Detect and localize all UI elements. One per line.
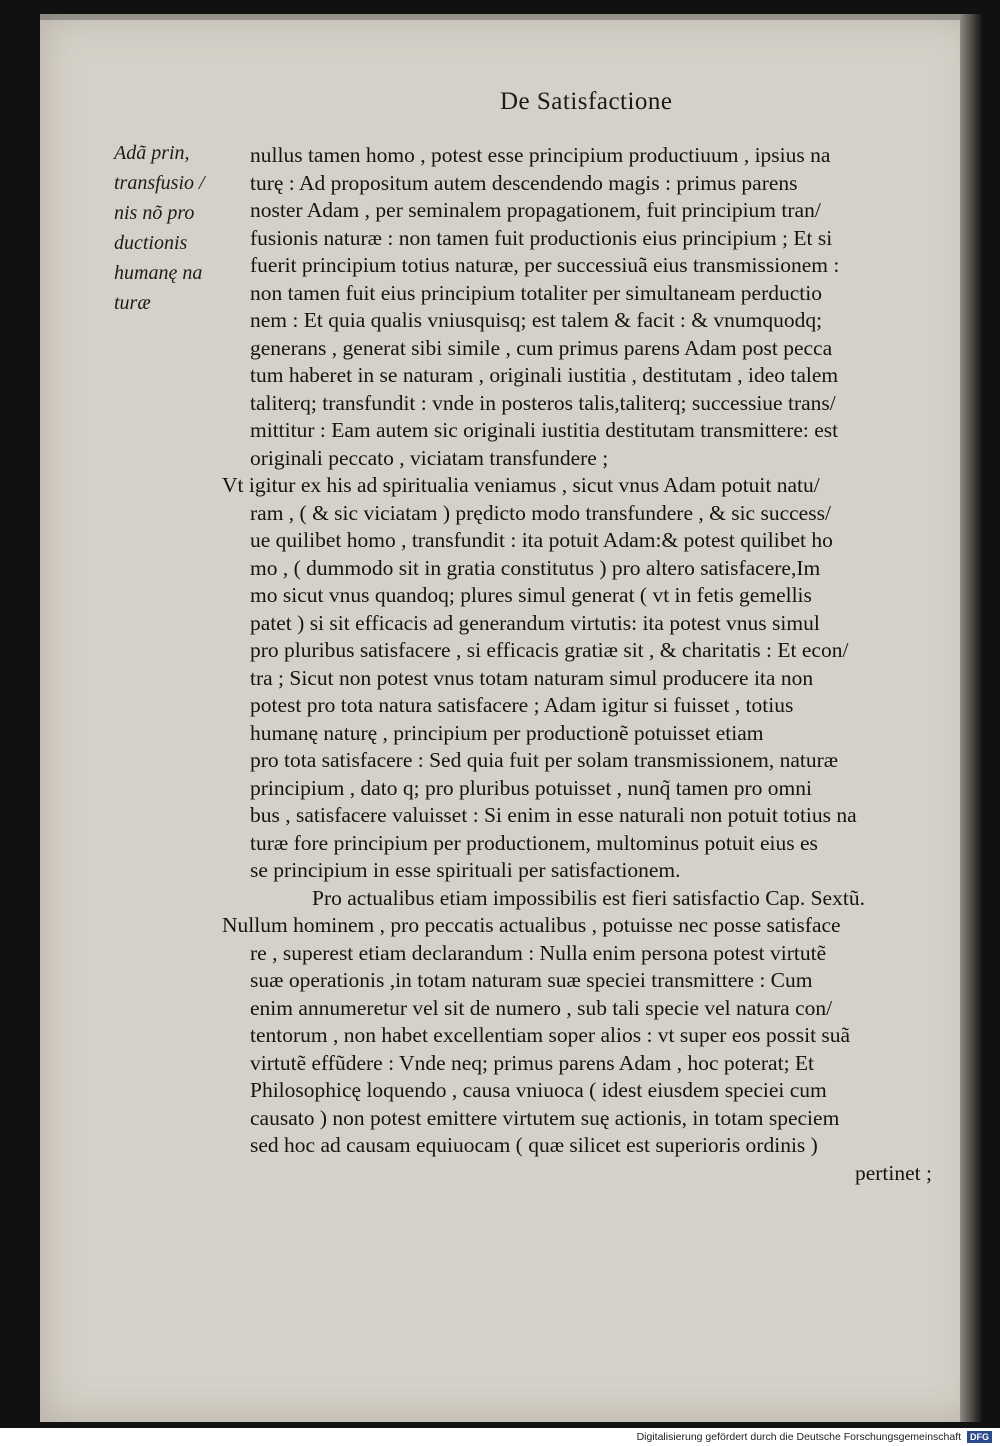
text-line: generans , generat sibi simile , cum primus parens Adam post pecca (250, 335, 833, 360)
text-line: se principium in esse spirituali per satisfactionem. (250, 858, 681, 882)
text-line: suæ operationis ,in totam naturam suæ speciei transmittere : Cum (250, 968, 813, 992)
text-line: non tamen fuit eius principium totaliter per simultaneam perductio (250, 280, 822, 305)
text-line: ue quilibet homo , transfundit : ita potuit Adam:& potest quilibet ho (250, 528, 833, 552)
text-line: originali peccato , viciatam transfundere ; (250, 445, 609, 470)
text-line: turę : Ad propositum autem descendendo magis : primus parens (250, 170, 798, 195)
text-line: virtutẽ effũdere : Vnde neq; primus parens Adam , hoc poterat; Et (250, 1050, 815, 1075)
text-line: mo sicut vnus quandoq; plures simul generat ( vt in fetis gemellis (250, 583, 812, 607)
margin-note-line: turæ (114, 292, 151, 314)
margin-note (114, 138, 224, 318)
dfg-logo-icon: DFG (967, 1431, 992, 1443)
paragraph-start-line: Nullum hominem , pro peccatis actualibus , potuisse nec posse satisface (222, 913, 841, 937)
text-line: tentorum , non habet excellentiam soper alios : vt super eos possit suã (250, 1023, 851, 1047)
text-line: nullus tamen homo , potest esse principium productiuum , ipsius na (250, 143, 831, 167)
page-binding-edge (960, 14, 982, 1422)
footer-credit: Digitalisierung gefördert durch die Deutsche Forschungsgemeinschaft (636, 1431, 962, 1444)
text-line: patet ) si sit efficacis ad generandum virtutis: ita potest vnus simul (250, 610, 820, 635)
text-line: pro pluribus satisfacere , si efficacis gratiæ sit , & charitatis : Et econ/ (250, 638, 849, 662)
text-line: Philosophicę loquendo , causa vniuoca ( idest eiusdem speciei cum (250, 1078, 827, 1102)
text-line: noster Adam , per seminalem propagationem, fuit principium tran/ (250, 198, 821, 222)
text-line: tum haberet in se naturam , originali iustitia , destitutam , ideo talem (250, 363, 839, 387)
paragraph-start-line: Vt igitur ex his ad spiritualia veniamus , sicut vnus Adam potuit natu/ (222, 473, 820, 497)
text-line: principium , dato q; pro pluribus potuisset , nunq̃ tamen pro omni (250, 775, 812, 800)
text-line: turæ fore principium per productionem, multominus potuit eius es (250, 830, 818, 855)
text-line: pro tota satisfacere : Sed quia fuit per solam transmissionem, naturæ (250, 748, 839, 772)
text-line: enim annumeretur vel sit de numero , sub tali specie vel natura con/ (250, 995, 833, 1020)
text-line: nem : Et quia qualis vniusquisq; est talem & facit : & vnumquodq; (250, 308, 823, 332)
text-line: humanę naturę , principium per productionẽ potuisset etiam (250, 720, 764, 745)
text-line: mo , ( dummodo sit in gratia constitutus ) pro altero satisfacere,Im (250, 555, 821, 580)
text-line: mittitur : Eam autem sic originali iustitia destitutam transmittere: est (250, 418, 839, 442)
text-line: bus , satisfacere valuisset : Si enim in esse naturali non potuit totius na (250, 803, 857, 827)
margin-note-line: ductionis (114, 232, 188, 254)
margin-note-line: nis nõ pro (114, 202, 195, 224)
page-top-shadow (40, 14, 978, 20)
text-line: fusionis naturæ : non tamen fuit productionis eius principium ; Et si (250, 225, 833, 250)
digitization-footer (0, 1428, 1000, 1446)
text-line: sed hoc ad causam equiuocam ( quæ silicet est superioris ordinis ) (250, 1133, 818, 1157)
text-line: causato ) non potest emittere virtutem suę actionis, in totam speciem (250, 1105, 840, 1130)
margin-note-line: Adã prin, (114, 142, 190, 164)
text-line: potest pro tota natura satisfacere ; Adam igitur si fuisset , totius (250, 693, 794, 717)
text-line: taliterq; transfundit : vnde in posteros talis,taliterq; successiue trans/ (250, 390, 836, 415)
catchword: pertinet ; (854, 1160, 932, 1185)
running-head: De Satisfactione (500, 88, 673, 115)
chapter-heading: Pro actualibus etiam impossibilis est fieri satisfactio Cap. Sextũ. (312, 885, 865, 910)
text-line: tra ; Sicut non potest vnus totam naturam simul producere ita non (250, 665, 814, 690)
margin-note-line: transfusio / (114, 172, 205, 194)
text-line: fuerit principium totius naturæ, per successiuã eius transmissionem : (250, 253, 840, 277)
text-line: ram , ( & sic viciatam ) prędicto modo transfundere , & sic success/ (250, 500, 831, 525)
margin-note-line: humanę na (114, 262, 203, 284)
text-line: re , superest etiam declarandum : Nulla enim persona potest virtutẽ (250, 940, 827, 965)
body-text (222, 142, 942, 1187)
